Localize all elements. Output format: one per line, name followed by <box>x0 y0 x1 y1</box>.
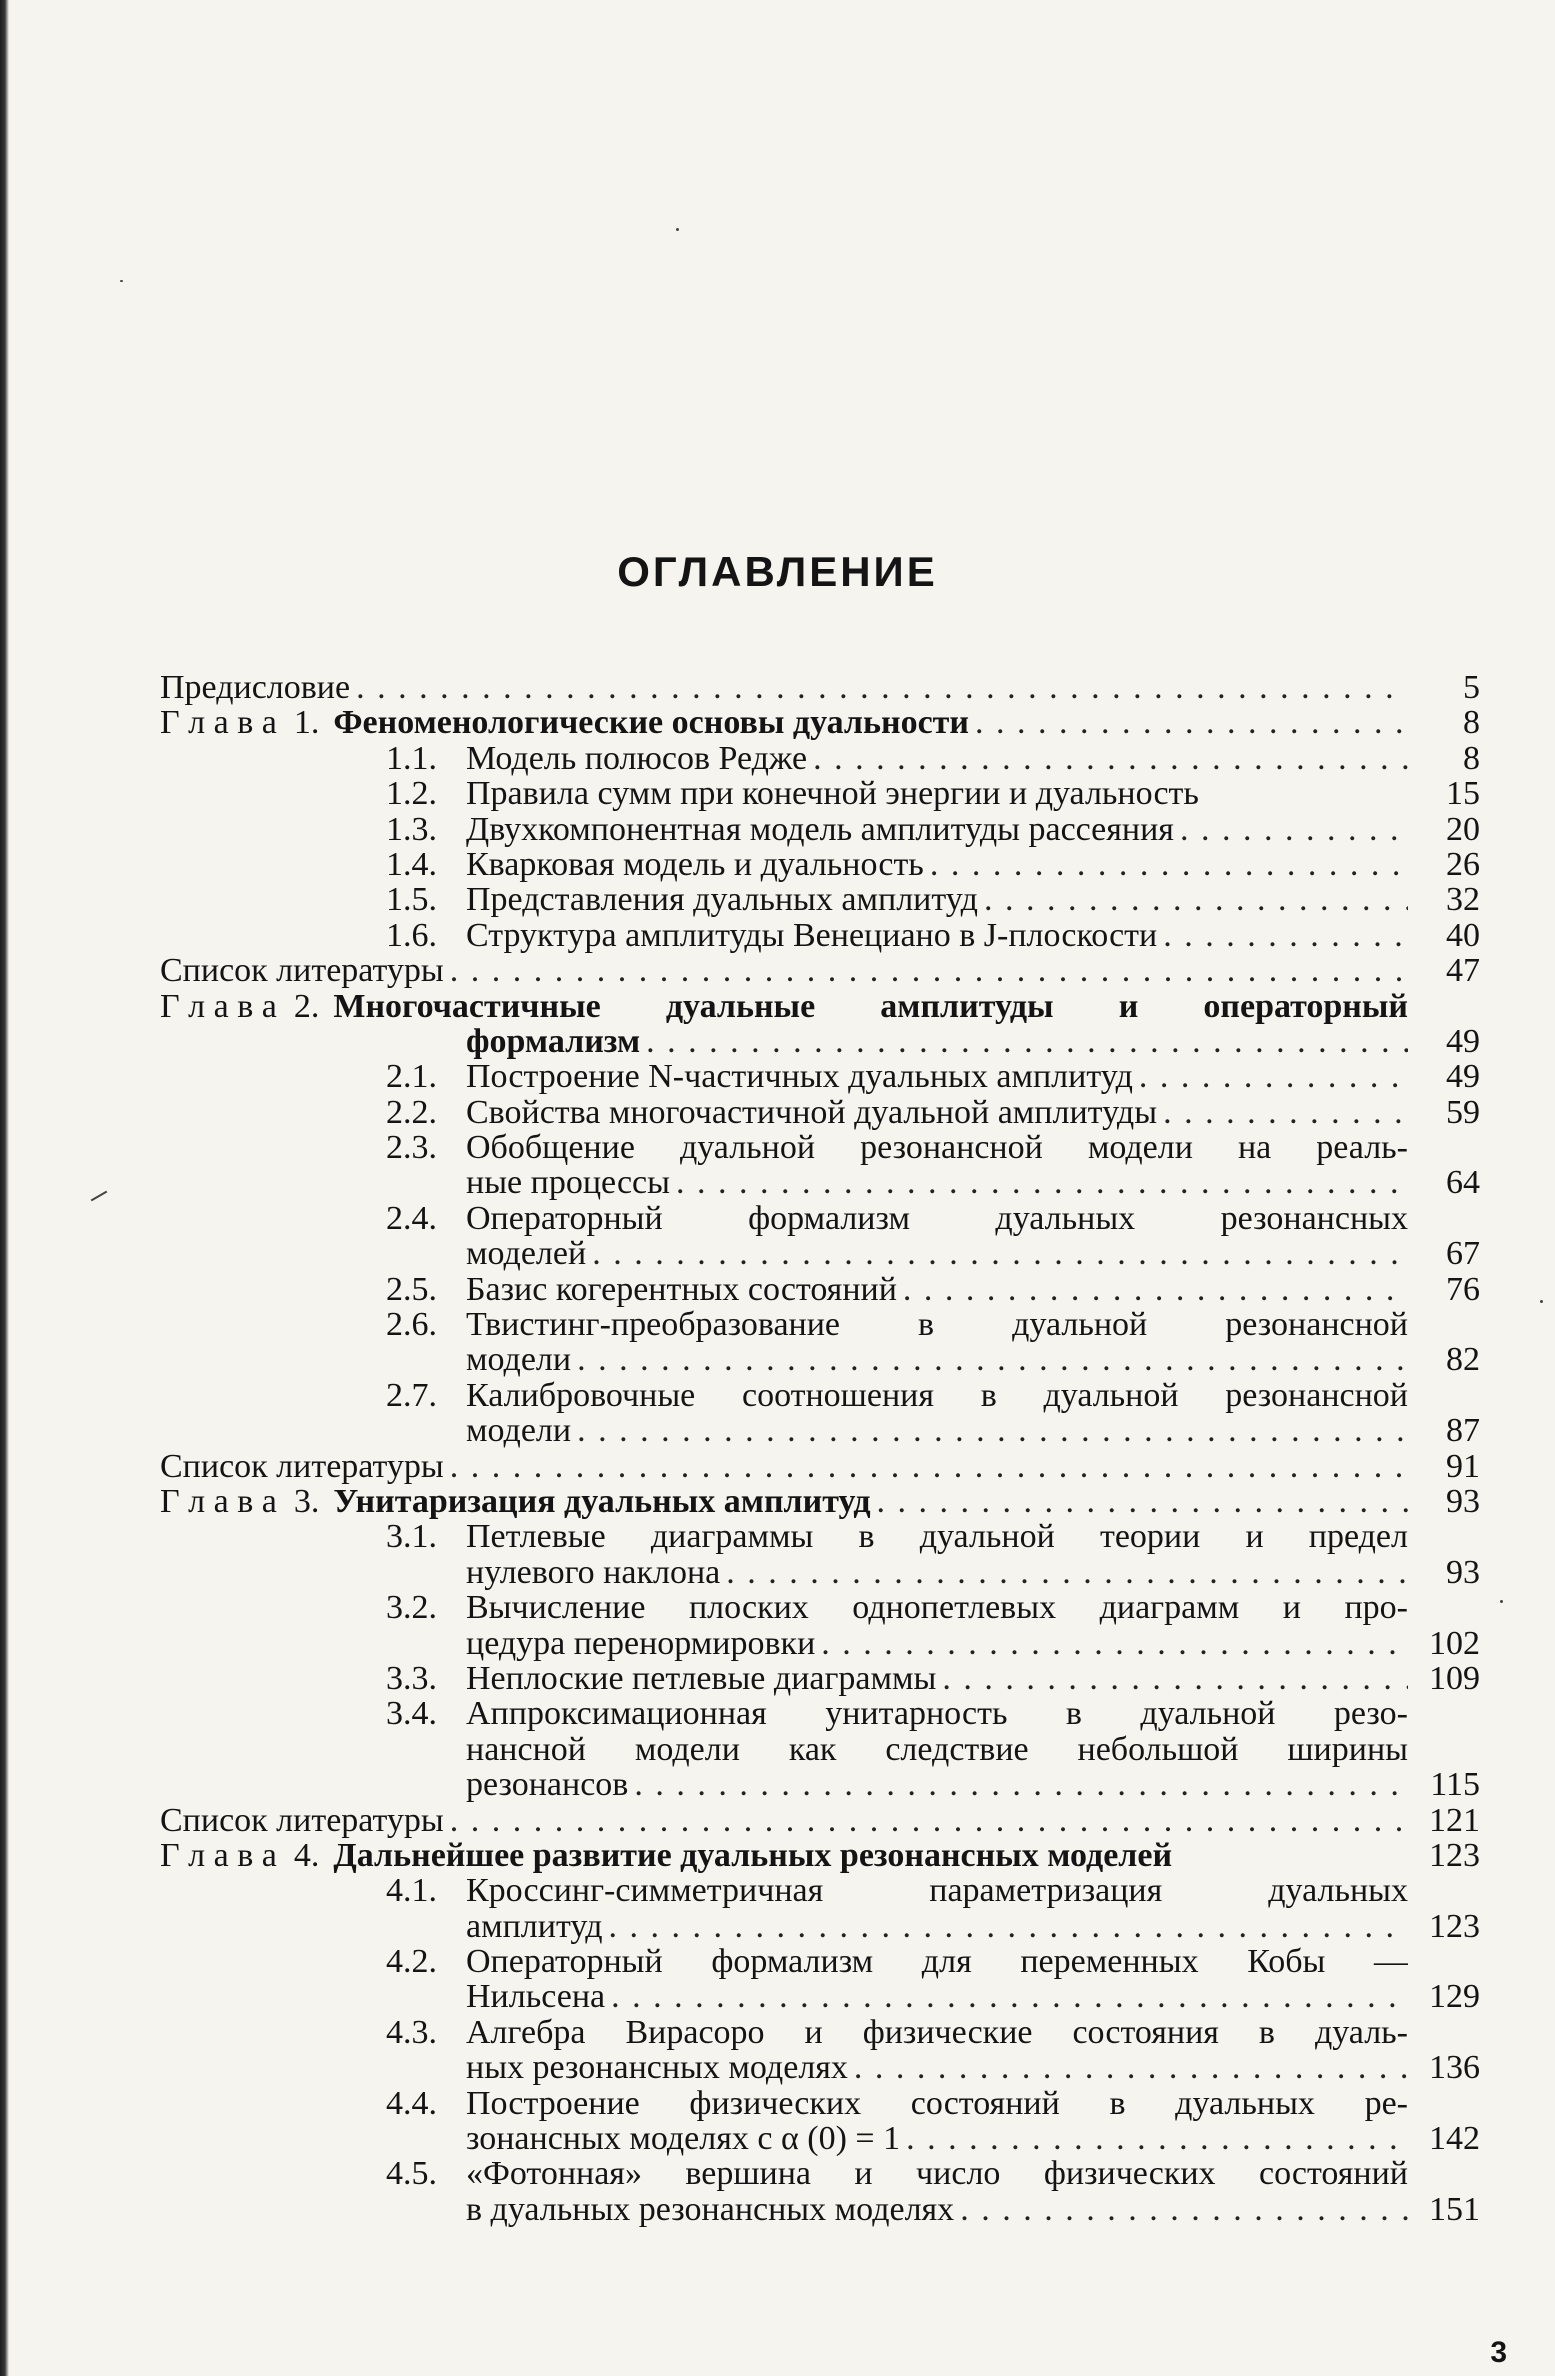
section-number: 4.2. <box>386 1944 437 1980</box>
toc-page-number: 109 <box>1429 1659 1480 1697</box>
toc-page-number: 67 <box>1446 1235 1480 1273</box>
chapter-prefix: Г л а в а 3. <box>160 1483 320 1520</box>
toc-entry-content <box>466 2050 1408 2085</box>
toc-entry-content <box>386 1696 1408 1731</box>
toc-page-number: 121 <box>1429 1801 1480 1839</box>
dot-leader <box>571 1413 1408 1448</box>
toc-page-number: 102 <box>1429 1624 1480 1662</box>
toc-line <box>160 741 1480 776</box>
toc-line <box>160 2050 1480 2085</box>
section-number: 1.5. <box>386 882 437 918</box>
dot-leader <box>720 1555 1408 1590</box>
toc-line <box>160 1130 1480 1165</box>
toc-entry-content <box>160 1838 1408 1873</box>
toc-page-number: 91 <box>1446 1447 1480 1485</box>
toc-line <box>160 1732 1480 1767</box>
section-number: 2.3. <box>386 1130 437 1166</box>
toc-page-number: 136 <box>1429 2049 1480 2087</box>
dot-leader <box>871 1484 1408 1519</box>
dot-leader <box>1157 1095 1408 1130</box>
toc-entry-content <box>386 1944 1408 1979</box>
entry-title: Базис когерентных состояний <box>466 1271 897 1308</box>
entry-title: Структура амплитуды Венециано в J-плоскости <box>466 917 1158 954</box>
print-speck <box>1540 1300 1543 1303</box>
toc-entry-content <box>386 1272 1408 1307</box>
print-speck <box>91 1191 108 1202</box>
toc-page-number: 82 <box>1446 1341 1480 1379</box>
toc-entry-content <box>160 670 1408 705</box>
toc-entry-content <box>160 1484 1408 1519</box>
entry-title: Построение N-частичных дуальных амплитуд <box>466 1059 1133 1095</box>
toc-entry-content <box>466 2192 1408 2227</box>
entry-title: Правила сумм при конечной энергии и дуальность <box>466 776 1199 812</box>
section-number: 4.5. <box>386 2156 437 2192</box>
chapter-prefix: Г л а в а 2. <box>160 988 320 1024</box>
toc-entry-content <box>160 1449 1408 1484</box>
dot-leader <box>444 953 1408 988</box>
dot-leader <box>444 1449 1408 1484</box>
toc-page-number: 59 <box>1446 1093 1480 1131</box>
dot-leader <box>444 1803 1408 1838</box>
toc-entry-content <box>466 1342 1408 1377</box>
section-number: 3.3. <box>386 1660 437 1697</box>
toc-entry-content <box>466 1626 1408 1661</box>
chapter-prefix: Г л а в а 4. <box>160 1837 320 1874</box>
toc-entry-content <box>466 1979 1408 2014</box>
section-number: 4.3. <box>386 2014 437 2051</box>
toc-line <box>160 776 1480 811</box>
dot-leader <box>815 1626 1408 1661</box>
chapter-title: Многочастичные дуальные амплитуды и операторный <box>333 988 1408 1024</box>
toc-line <box>160 1095 1480 1130</box>
toc-line <box>160 1661 1480 1696</box>
section-number: 1.1. <box>386 740 437 777</box>
toc-entry-content <box>466 1236 1408 1271</box>
entry-title: ных резонансных моделях <box>466 2050 848 2086</box>
entry-title: Обобщение дуальной резонансной модели на реаль- <box>466 1130 1408 1166</box>
entry-title: Кроссинг-симметричная параметризация дуальных <box>466 1873 1408 1909</box>
toc-line <box>160 1059 1480 1094</box>
dot-leader <box>897 1272 1408 1307</box>
entry-title: Аппроксимационная унитарность в дуальной резо- <box>466 1696 1408 1732</box>
section-number: 4.4. <box>386 2085 437 2122</box>
toc-page-number: 40 <box>1446 916 1480 954</box>
toc-line <box>160 1236 1480 1271</box>
page-number: 3 <box>1490 2336 1507 2369</box>
toc-line <box>160 1519 1480 1554</box>
section-number: 3.2. <box>386 1590 437 1626</box>
dot-leader <box>900 2121 1408 2156</box>
toc-line <box>160 1696 1480 1731</box>
toc-entry-content <box>160 953 1408 988</box>
entry-title: Алгебра Вирасоро и физические состояния в дуаль- <box>466 2014 1408 2051</box>
entry-title: в дуальных резонансных моделях <box>466 2191 955 2228</box>
toc-entry-content <box>386 847 1408 882</box>
toc-page-number: 151 <box>1429 2190 1480 2228</box>
toc-page-number: 5 <box>1463 669 1480 706</box>
toc-page-number: 32 <box>1446 881 1480 919</box>
section-number: 2.4. <box>386 1200 437 1237</box>
toc-entry-content <box>386 1059 1408 1094</box>
section-number: 4.1. <box>386 1873 437 1909</box>
entry-title: модели <box>466 1342 572 1378</box>
print-speck <box>120 280 123 282</box>
entry-title: Твистинг-преобразование в дуальной резонансной <box>466 1307 1408 1343</box>
entry-title: «Фотонная» вершина и число физических состояний <box>466 2156 1408 2192</box>
toc-entry-content <box>386 1130 1408 1165</box>
section-number: 1.3. <box>386 811 437 847</box>
toc-entry-content <box>466 1413 1408 1448</box>
dot-leader <box>978 882 1408 917</box>
dot-leader <box>1174 812 1408 847</box>
toc-line <box>160 918 1480 953</box>
toc-page-number: 64 <box>1446 1164 1480 1202</box>
toc-line <box>160 1201 1480 1236</box>
toc-entry-content <box>466 2121 1408 2156</box>
chapter-title: Дальнейшее развитие дуальных резонансных моделей <box>333 1837 1173 1874</box>
toc-entry-content <box>386 1095 1408 1130</box>
toc-page-number: 47 <box>1446 952 1480 990</box>
toc-entry-content <box>386 741 1408 776</box>
toc-line <box>160 1979 1480 2014</box>
toc-line <box>160 1590 1480 1625</box>
toc-entry-content <box>160 1803 1408 1838</box>
dot-leader <box>1133 1059 1408 1094</box>
dot-leader <box>670 1165 1408 1200</box>
dot-leader <box>586 1236 1408 1271</box>
dot-leader <box>628 1767 1408 1802</box>
entry-title: нансной модели как следствие небольшой ширины <box>466 1731 1408 1768</box>
print-speck <box>1500 1600 1503 1603</box>
entry-title: Двухкомпонентная модель амплитуды рассеяния <box>466 811 1174 847</box>
dot-leader <box>969 705 1408 740</box>
toc-page-number: 129 <box>1429 1978 1480 2016</box>
section-number: 2.5. <box>386 1271 437 1308</box>
entry-title: Кварковая модель и дуальность <box>466 846 924 883</box>
toc-line <box>160 1767 1480 1802</box>
chapter-title: формализм <box>466 1023 641 1060</box>
dot-leader <box>1157 918 1408 953</box>
toc-line <box>160 1165 1480 1200</box>
entry-title: Свойства многочастичной дуальной амплитуды <box>466 1094 1158 1131</box>
toc-page-number: 115 <box>1430 1766 1480 1804</box>
toc-line <box>160 1803 1480 1838</box>
section-number: 1.2. <box>386 776 437 812</box>
toc-line <box>160 1272 1480 1307</box>
toc-line <box>160 1838 1480 1873</box>
entry-title: модели <box>466 1413 572 1449</box>
toc-page-number: 123 <box>1429 1907 1480 1945</box>
section-number: 2.6. <box>386 1307 437 1343</box>
entry-title: цедура перенормировки <box>466 1625 816 1661</box>
toc-line <box>160 953 1480 988</box>
toc-entry-content <box>386 2086 1408 2121</box>
toc-line <box>160 882 1480 917</box>
toc-entry-content <box>466 1909 1408 1944</box>
toc-page-number: 49 <box>1446 1022 1480 1060</box>
entry-title: Построение физических состояний в дуальных ре- <box>466 2085 1408 2122</box>
entry-title: Калибровочные соотношения в дуальной резонансной <box>466 1377 1408 1414</box>
toc-line <box>160 847 1480 882</box>
toc-page-number: 8 <box>1463 739 1480 777</box>
entry-title: Вычисление плоских однопетлевых диаграмм и про- <box>466 1590 1408 1626</box>
toc-line <box>160 1873 1480 1908</box>
dot-leader <box>605 1979 1408 2014</box>
toc-line <box>160 812 1480 847</box>
section-number: 2.2. <box>386 1094 437 1131</box>
toc-entry-content <box>386 1873 1408 1908</box>
section-number: 3.4. <box>386 1696 437 1732</box>
toc-line <box>160 670 1480 705</box>
entry-title: Представления дуальных амплитуд <box>466 882 978 918</box>
entry-title: Модель полюсов Редже <box>466 740 808 777</box>
toc-page-number: 15 <box>1446 775 1480 813</box>
toc-entry-content <box>386 2015 1408 2050</box>
chapter-prefix: Г л а в а 1. <box>160 705 320 741</box>
entry-title: Список литературы <box>160 1802 444 1838</box>
toc-line <box>160 2156 1480 2191</box>
dot-leader <box>350 670 1408 705</box>
section-number: 2.7. <box>386 1377 437 1414</box>
section-number: 2.1. <box>386 1059 437 1095</box>
entry-title: Неплоские петлевые диаграммы <box>466 1660 937 1697</box>
entry-title: ные процессы <box>466 1165 670 1201</box>
entry-title: Список литературы <box>160 1448 444 1484</box>
toc-entry-content <box>386 1661 1408 1696</box>
section-number: 1.6. <box>386 917 437 954</box>
toc-entry-content <box>386 1378 1408 1413</box>
dot-leader <box>848 2050 1408 2085</box>
toc-line <box>160 1909 1480 1944</box>
toc-entry-content <box>386 812 1408 847</box>
toc-line <box>160 1307 1480 1342</box>
entry-title: резонансов <box>466 1767 629 1803</box>
section-number: 1.4. <box>386 846 437 883</box>
toc-entry-content <box>386 1519 1408 1554</box>
toc-page-number: 76 <box>1446 1270 1480 1308</box>
dot-leader <box>640 1024 1408 1059</box>
toc-entry-content <box>160 989 1408 1024</box>
toc-entry-content <box>160 705 1408 740</box>
entry-title: Операторный формализм для переменных Кобы — <box>466 1944 1408 1980</box>
toc-line <box>160 2086 1480 2121</box>
entry-title: нулевого наклона <box>466 1554 721 1591</box>
entry-title: зонансных моделях с α (0) = 1 <box>466 2121 901 2157</box>
toc-line <box>160 1555 1480 1590</box>
dot-leader <box>571 1342 1408 1377</box>
chapter-title: Унитаризация дуальных амплитуд <box>333 1483 871 1520</box>
toc-entry-content <box>386 776 1408 811</box>
toc-line <box>160 2192 1480 2227</box>
print-speck <box>676 228 679 231</box>
chapter-title: Феноменологические основы дуальности <box>333 705 969 741</box>
toc-entry-content <box>466 1732 1408 1767</box>
toc-line <box>160 1944 1480 1979</box>
toc-page-number: 142 <box>1429 2120 1480 2158</box>
dot-leader <box>807 741 1408 776</box>
dot-leader <box>954 2192 1408 2227</box>
toc-line <box>160 1449 1480 1484</box>
dot-leader <box>924 847 1408 882</box>
toc-page-number: 87 <box>1446 1412 1480 1450</box>
entry-title: Петлевые диаграммы в дуальной теории и предел <box>466 1519 1408 1555</box>
page-spine-shadow <box>0 0 9 2376</box>
toc-page-number: 26 <box>1446 845 1480 883</box>
entry-title: Список литературы <box>160 953 444 989</box>
entry-title: амплитуд <box>466 1908 603 1945</box>
entry-title: Нильсена <box>466 1979 606 2015</box>
toc-page-number: 49 <box>1446 1058 1480 1096</box>
section-number: 3.1. <box>386 1519 437 1555</box>
toc-line <box>160 989 1480 1024</box>
entry-title: Предисловие <box>160 670 351 706</box>
toc-line <box>160 705 1480 740</box>
toc-entry-content <box>386 2156 1408 2191</box>
toc-line <box>160 1342 1480 1377</box>
toc-line <box>160 1484 1480 1519</box>
entry-title: Операторный формализм дуальных резонансных <box>466 1200 1408 1237</box>
toc-line <box>160 2121 1480 2156</box>
toc-entry-content <box>466 1024 1408 1059</box>
toc-line <box>160 2015 1480 2050</box>
toc-page-number: 123 <box>1429 1836 1480 1874</box>
entry-title: моделей <box>466 1236 587 1272</box>
toc-entry-content <box>386 1590 1408 1625</box>
toc-entry-content <box>466 1555 1408 1590</box>
toc-entry-content <box>466 1767 1408 1802</box>
toc-entry-content <box>466 1165 1408 1200</box>
toc-entry-content <box>386 1307 1408 1342</box>
toc-page-number: 8 <box>1463 704 1480 742</box>
toc-entry-content <box>386 1201 1408 1236</box>
table-of-contents <box>160 670 1480 2227</box>
toc-entry-content <box>386 918 1408 953</box>
toc-page-number: 20 <box>1446 810 1480 848</box>
toc-line <box>160 1626 1480 1661</box>
toc-line <box>160 1378 1480 1413</box>
dot-leader <box>936 1661 1408 1696</box>
dot-leader <box>603 1909 1408 1944</box>
toc-page-number: 93 <box>1446 1553 1480 1591</box>
toc-page-number: 93 <box>1446 1482 1480 1520</box>
toc-line <box>160 1413 1480 1448</box>
page-title: ОГЛАВЛЕНИЕ <box>617 548 938 595</box>
toc-line <box>160 1024 1480 1059</box>
toc-entry-content <box>386 882 1408 917</box>
